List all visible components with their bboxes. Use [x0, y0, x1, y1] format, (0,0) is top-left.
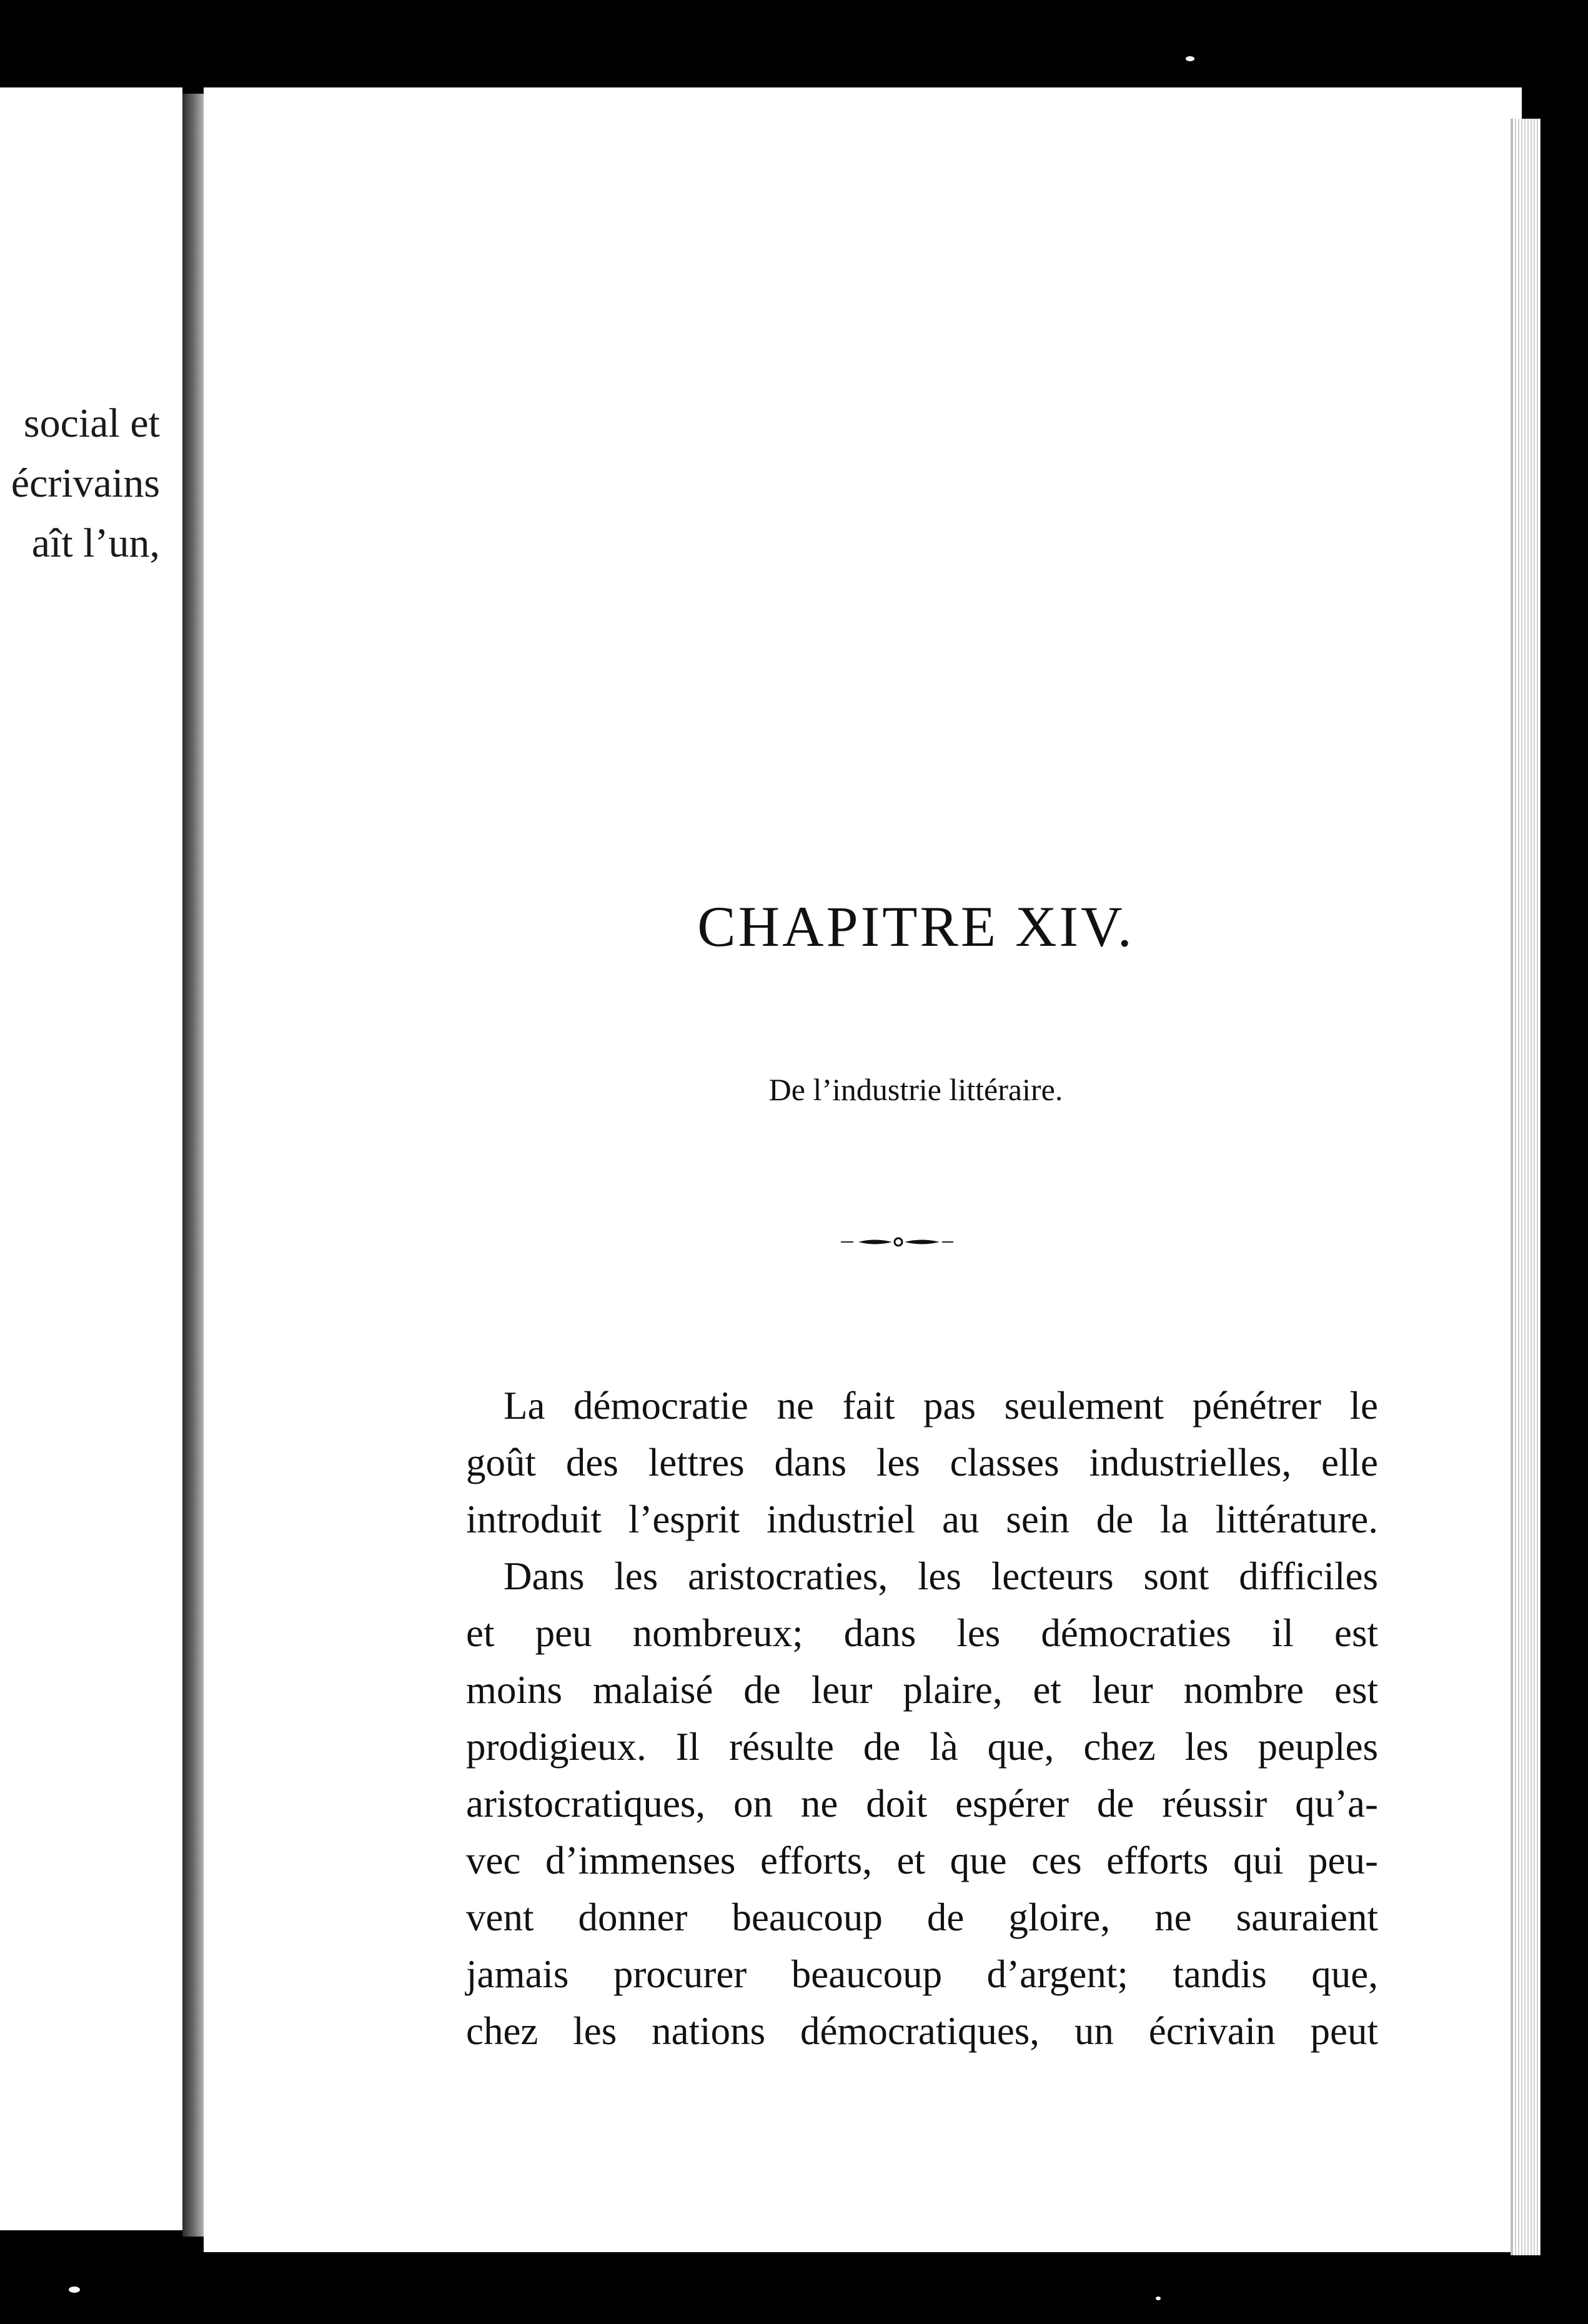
- body-line: introduit l’esprit industriel au sein de la littérature.: [466, 1497, 1378, 1541]
- body-line: jamais procurer beaucoup d’argent; tandis que,: [466, 1952, 1378, 1996]
- body-line: prodigieux. Il résulte de là que, chez les peuples: [466, 1725, 1378, 1769]
- body-line: aristocratiques, on ne doit espérer de réussir qu’a-: [466, 1782, 1378, 1825]
- scan-speck: [1156, 2297, 1161, 2300]
- body-line: Dans les aristocraties, les lecteurs sont difficiles: [504, 1554, 1378, 1598]
- left-facing-page: [0, 87, 182, 2230]
- left-page-line: aît l’un,: [31, 520, 160, 566]
- body-line: vec d’immenses efforts, et que ces efforts qui peu-: [466, 1839, 1378, 1882]
- body-line: moins malaisé de leur plaire, et leur nombre est: [466, 1668, 1378, 1712]
- scan-speck: [69, 2287, 80, 2293]
- right-page: [204, 87, 1522, 2252]
- chapter-title: CHAPITRE XIV.: [697, 895, 1134, 958]
- body-text: [466, 1378, 1378, 2060]
- left-page-text: [11, 394, 160, 574]
- body-line: goût des lettres dans les classes industrielles, elle: [466, 1441, 1378, 1484]
- body-line: La démocratie ne fait pas seulement pénétrer le: [504, 1384, 1378, 1428]
- scan-speck: [1186, 56, 1194, 61]
- ornament-divider-icon: [841, 1236, 953, 1248]
- body-line: vent donner beaucoup de gloire, ne sauraient: [466, 1895, 1378, 1939]
- body-line: chez les nations démocratiques, un écrivain peut: [466, 2009, 1378, 2053]
- page-edges: [1511, 119, 1541, 2255]
- chapter-subtitle: De l’industrie littéraire.: [768, 1072, 1063, 1107]
- body-line: et peu nombreux; dans les démocraties il est: [466, 1611, 1378, 1655]
- left-page-line: social et: [23, 400, 160, 446]
- left-page-line: écrivains: [11, 460, 160, 506]
